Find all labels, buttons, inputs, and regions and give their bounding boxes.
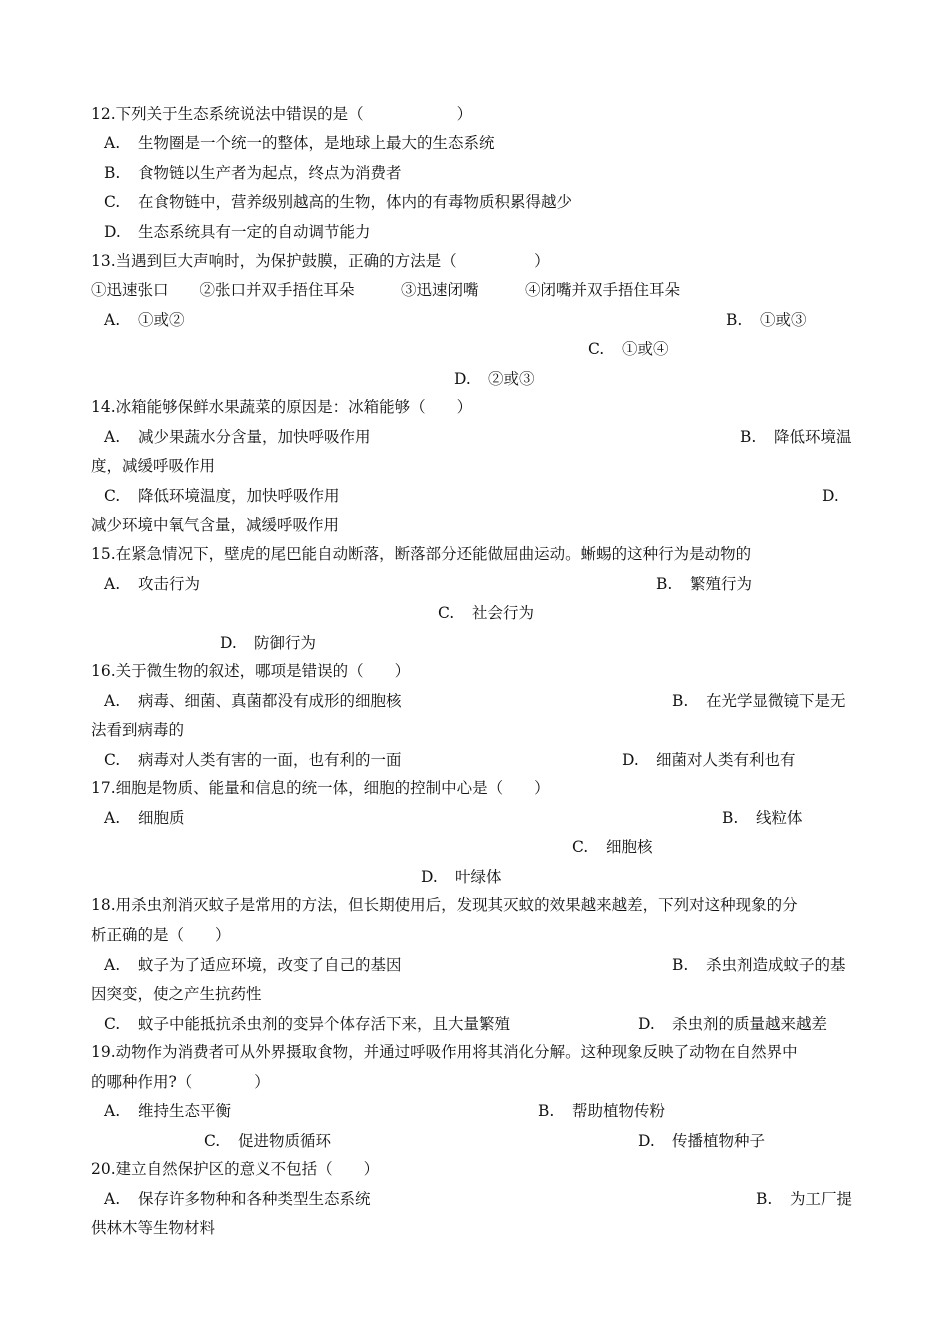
question-13-option-b: B. ①或③ — [726, 311, 807, 329]
question-17-option-c: C. 细胞核 — [572, 838, 653, 856]
question-19-option-b: B. 帮助植物传粉 — [538, 1102, 666, 1120]
question-15-option-a: A. 攻击行为 — [104, 575, 201, 593]
question-14-option-a: A. 减少果蔬水分含量，加快呼吸作用 — [104, 428, 371, 446]
question-15-option-c: C. 社会行为 — [438, 604, 535, 622]
question-12-option-c: C. 在食物链中，营养级别越高的生物，体内的有毒物质积累得越少 — [104, 193, 573, 211]
question-18-option-c: C. 蚊子中能抵抗杀虫剂的变异个体存活下来，且大量繁殖 — [104, 1015, 511, 1033]
question-19-stem: 19.动物作为消费者可从外界摄取食物，并通过呼吸作用将其消化分解。这种现象反映了动物在自然界中 — [91, 1043, 798, 1061]
question-18-stem: 18.用杀虫剂消灭蚊子是常用的方法，但长期使用后，发现其灭蚊的效果越来越差，下列对这种现象的分 — [91, 896, 798, 914]
question-12-stem: 12.下列关于生态系统说法中错误的是（ ） — [91, 105, 473, 123]
question-20-option-a: A. 保存许多物种和各种类型生态系统 — [104, 1190, 371, 1208]
question-14-option-b-continued: 度，减缓呼吸作用 — [91, 457, 216, 475]
question-17-option-a: A. 细胞质 — [104, 809, 185, 827]
question-19-option-a: A. 维持生态平衡 — [104, 1102, 232, 1120]
question-13-choices: ①迅速张口 ②张口并双手捂住耳朵 ③迅速闭嘴 ④闭嘴并双手捂住耳朵 — [91, 281, 681, 299]
question-18-option-a: A. 蚊子为了适应环境，改变了自己的基因 — [104, 956, 402, 974]
question-17-option-b: B. 线粒体 — [722, 809, 803, 827]
question-20-stem: 20.建立自然保护区的意义不包括（ ） — [91, 1160, 380, 1178]
question-18-option-b: B. 杀虫剂造成蚊子的基 — [672, 956, 846, 974]
question-16-option-a: A. 病毒、细菌、真菌都没有成形的细胞核 — [104, 692, 402, 710]
question-16-option-c: C. 病毒对人类有害的一面，也有利的一面 — [104, 751, 402, 769]
question-15-option-d: D. 防御行为 — [220, 634, 317, 652]
question-13-option-d: D. ②或③ — [454, 370, 535, 388]
question-13-option-c: C. ①或④ — [588, 340, 669, 358]
question-13-stem: 13.当遇到巨大声响时，为保护鼓膜，正确的方法是（ ） — [91, 252, 550, 270]
question-18-option-d: D. 杀虫剂的质量越来越差 — [638, 1015, 828, 1033]
question-19-option-c: C. 促进物质循环 — [204, 1132, 332, 1150]
question-17-option-d: D. 叶绿体 — [421, 868, 502, 886]
question-17-stem: 17.细胞是物质、能量和信息的统一体，细胞的控制中心是（ ） — [91, 779, 550, 797]
question-12-option-d: D. 生态系统具有一定的自动调节能力 — [104, 223, 371, 241]
question-14-option-d-letter: D. — [822, 487, 839, 505]
question-18-stem-continued: 析正确的是（ ） — [91, 926, 231, 944]
question-20-option-b: B. 为工厂提 — [756, 1190, 853, 1208]
question-19-option-d: D. 传播植物种子 — [638, 1132, 766, 1150]
question-14-option-d: 减少环境中氧气含量，减缓呼吸作用 — [91, 516, 340, 534]
question-15-stem: 15.在紧急情况下，壁虎的尾巴能自动断落，断落部分还能做屈曲运动。蜥蜴的这种行为是动物的 — [91, 545, 752, 563]
question-15-option-b: B. 繁殖行为 — [656, 575, 753, 593]
question-16-option-b-continued: 法看到病毒的 — [91, 721, 185, 739]
question-12-option-a: A. 生物圈是一个统一的整体，是地球上最大的生态系统 — [104, 134, 495, 152]
question-12-option-b: B. 食物链以生产者为起点，终点为消费者 — [104, 164, 402, 182]
question-14-option-b: B. 降低环境温 — [740, 428, 852, 446]
question-13-option-a: A. ①或② — [104, 311, 185, 329]
question-16-option-d: D. 细菌对人类有利也有 — [622, 751, 796, 769]
question-20-option-b-continued: 供林木等生物材料 — [91, 1219, 216, 1237]
question-19-stem-continued: 的哪种作用?（ ） — [91, 1073, 270, 1091]
question-16-option-b: B. 在光学显微镜下是无 — [672, 692, 846, 710]
question-18-option-b-continued: 因突变，使之产生抗药性 — [91, 985, 262, 1003]
question-16-stem: 16.关于微生物的叙述，哪项是错误的（ ） — [91, 662, 411, 680]
question-14-option-c: C. 降低环境温度，加快呼吸作用 — [104, 487, 340, 505]
question-14-stem: 14.冰箱能够保鲜水果蔬菜的原因是：冰箱能够（ ） — [91, 398, 473, 416]
